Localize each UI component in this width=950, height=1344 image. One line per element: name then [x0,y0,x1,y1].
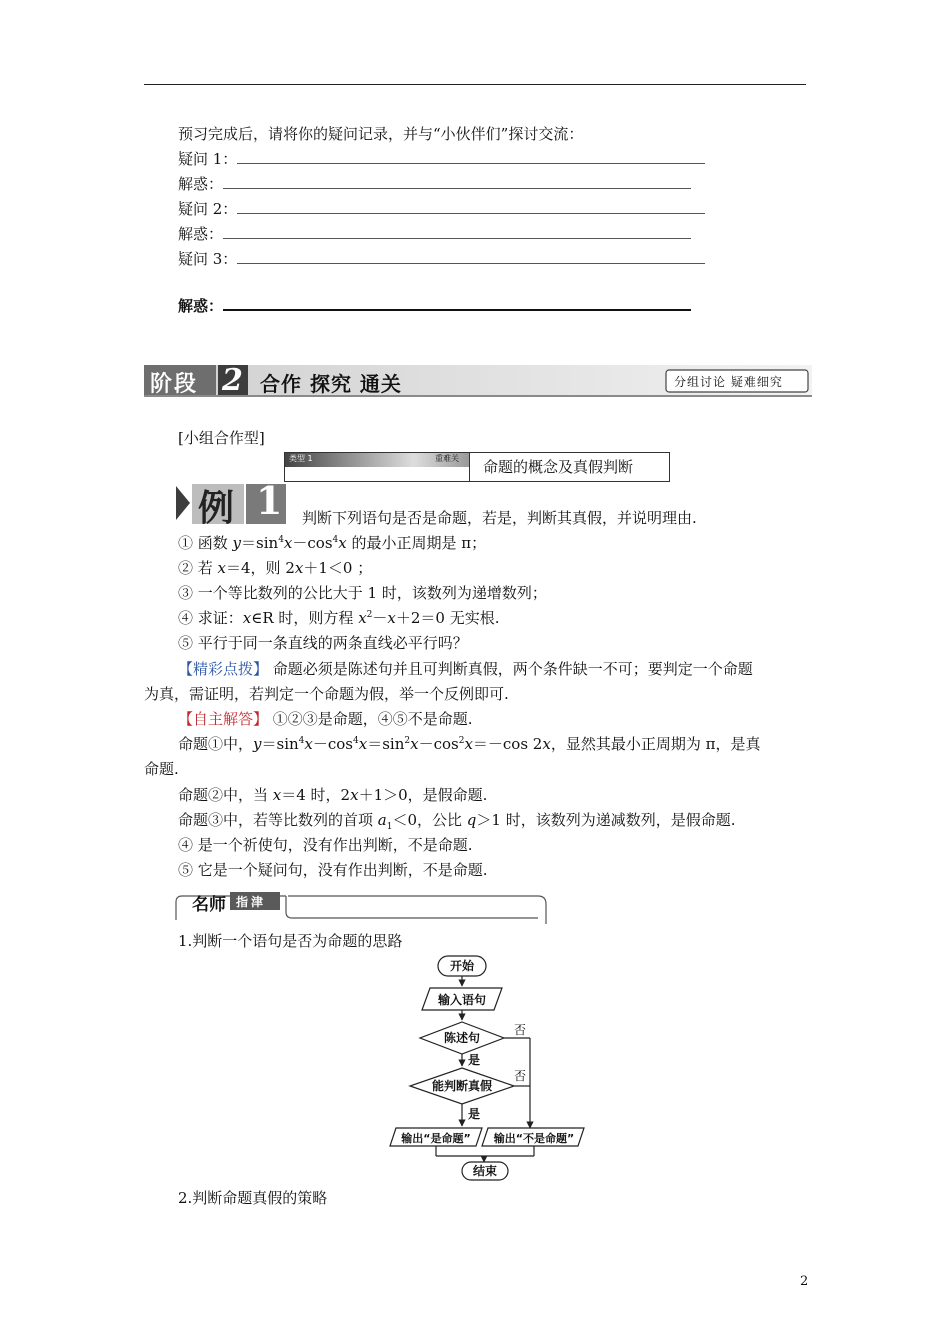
row-label: 疑问 1： [178,150,238,168]
section-2-heading: 2.判断命题真假的策略 [178,1189,328,1207]
row-label: 解惑： [178,175,224,193]
banner-title: 合作 探究 通关 [260,372,402,396]
intro-text: 预习完成后，请将你的疑问记录，并与“小伙伴们”探讨交流： [178,125,584,143]
type-divider [469,453,470,481]
answer-text: ①②③是命题，④⑤不是命题. [272,710,473,728]
hint-line-2: 为真，需证明，若判定一个命题为假，举一个反例即可. [144,685,509,703]
example-badge [176,478,286,529]
example-item-1: ① 函数 $y=\sin^4x-\cos^4x$ 的最小正周期是 π； [178,534,487,552]
header-rule [144,84,806,85]
flow-output-2: 输出“不是命题” [493,1132,575,1145]
flow-output-1: 输出“是命题” [401,1132,471,1145]
flow-yes-1: 是 [468,1053,481,1067]
hint-tag: 【精彩点拨】 [178,660,269,678]
question-row-2 [178,199,705,219]
example-number: 1 [256,478,283,523]
flow-no-1: 否 [514,1023,527,1037]
row-label: 解惑： [178,225,224,243]
flowchart [384,952,594,1182]
fill-line [223,224,691,239]
flow-decision-2: 能判断真假 [431,1079,493,1093]
flow-input: 输入语句 [437,993,487,1007]
teacher-tip-title: 名师 [192,895,226,915]
section-1-heading: 1.判断一个语句是否为命题的思路 [178,932,403,950]
fill-line [223,295,691,311]
item-text: ＝4，则 2 [226,559,295,577]
flow-yes-2: 是 [468,1107,481,1121]
item-text: ② 若 [178,559,218,577]
answer-line-0 [178,709,473,729]
fill-line [237,249,705,264]
answer-line-5: ④ 是一个祈使句，没有作出判断，不是命题. [178,836,473,854]
answer-row-3 [178,295,691,316]
answer-line-4: 命题③中，若等比数列的首项 $a_1<0$，公比 q＞1 时，该数列为递减数列，是假命题. [178,811,736,832]
answer-text: ＝－cos 2 [472,735,543,753]
type-box [284,452,670,482]
question-row-1 [178,149,705,169]
answer-line-6: ⑤ 它是一个疑问句，没有作出判断，不是命题. [178,861,488,879]
answer-line-2: 命题. [144,760,179,778]
example-item-2: ② 若 x＝4，则 2x＋1＜0 ； [178,559,373,577]
stage-number: 2 [222,363,243,398]
item-text: ① 函数 [178,534,233,552]
type-tag: 类型 1 [289,454,313,463]
answer-text: ，显然其最小正周期为 π，是真 [550,735,761,753]
answer-text: 命题③中，若等比数列的首项 [178,811,378,829]
stage-label: 阶段 [150,372,199,397]
answer-text: ＜0，公比 [392,811,467,829]
answer-line-3: 命题②中，当 x＝4 时，2x＋1＞0，是假命题. [178,786,488,804]
item-text: ④ 求证： [178,609,243,627]
flow-decision-1: 陈述句 [443,1031,481,1045]
example-item-3: ③ 一个等比数列的公比大于 1 时，该数列为递增数列； [178,584,547,602]
fill-line [223,174,691,189]
teacher-tip-subtitle: 指津 [236,895,267,909]
row-label: 疑问 2： [178,200,238,218]
item-text: 的最小正周期是 π； [346,534,487,552]
type-label: 命题的概念及真假判断 [483,458,634,476]
page-number: 2 [800,1274,809,1289]
stage-banner [144,365,812,397]
item-text: ∈R 时，则方程 [251,609,359,627]
flow-end: 结束 [472,1164,498,1178]
banner-right-label: 分组讨论 疑难细究 [674,375,783,389]
fill-line [237,199,705,214]
answer-row-2 [178,224,691,244]
row-label: 疑问 3： [178,250,238,268]
flow-start: 开始 [449,959,475,973]
answer-row-1 [178,174,691,194]
question-row-3 [178,249,705,269]
flow-no-2: 否 [514,1069,527,1083]
answer-text: ＞1 时，该数列为递减数列，是假命题. [476,811,736,829]
hint-text: 命题必须是陈述句并且可判断真假，两个条件缺一不可；要判定一个命题 [272,660,753,678]
answer-text: 命题②中，当 [178,786,273,804]
example-item-4: ④ 求证：x∈R 时，则方程 $x^2-x+2=0$ 无实根. [178,609,500,627]
answer-tag: 【自主解答】 [178,710,269,728]
item-text: ＋1＜0 ； [303,559,373,577]
teacher-tip-header [174,888,550,924]
example-char: 例 [198,488,235,529]
type-tag2: 重难关 [435,454,459,463]
answer-text: ＋1＞0，是假命题. [358,786,488,804]
row-label: 解惑： [178,297,224,315]
fill-line [237,149,705,164]
answer-line-1: 命题①中，$y=\sin^4x-\cos^4x=\sin^2x-\cos^2x=-\cos$ 2x，显然其最小正周期为 π，是真 [178,735,761,753]
answer-text: ＝4 时，2 [281,786,351,804]
example-question: 判断下列语句是否是命题，若是，判断其真假，并说明理由. [302,509,697,527]
hint-line-1 [178,659,753,679]
item-text: ＝0 无实根. [420,609,500,627]
answer-text: 命题①中， [178,735,254,753]
group-label: [小组合作型] [178,429,265,447]
example-item-5: ⑤ 平行于同一条直线的两条直线必平行吗？ [178,634,468,652]
